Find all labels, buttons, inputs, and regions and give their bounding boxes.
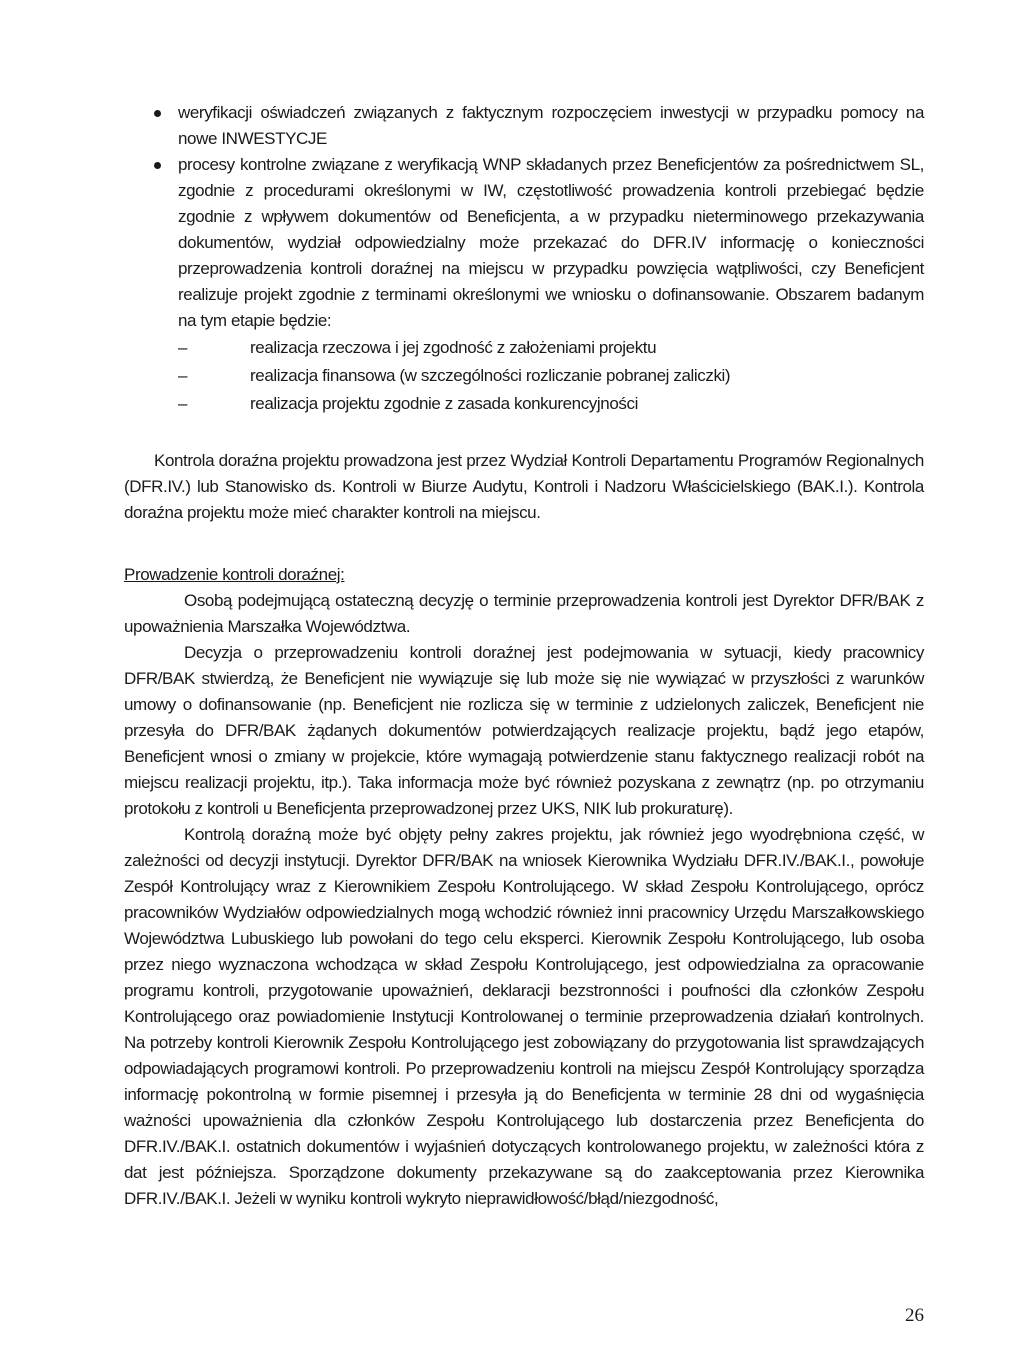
page-number: 26 — [905, 1305, 924, 1326]
paragraph: Osobą podejmującą ostateczną decyzję o terminie przeprowadzenia kontroli jest Dyrektor DFR/BAK z upoważnienia Marszałka Województwa. — [124, 591, 924, 636]
dash-mark: – — [178, 366, 188, 385]
paragraph: Kontrolą doraźną może być objęty pełny zakres projektu, jak również jego wyodrębniona część, w zależności od decyzji instytucji. Dyrektor DFR/BAK na wniosek Kierownika Wydziału DFR.IV./BAK.I., powołuje Zespół Kontrolujący wraz z Kierownikiem Zespołu Kontrolującego. W skład Zespołu Kontrolującego, oprócz pracowników Wydziałów odpowiedzialnych mogą wchodzić również inni pracownicy Urzędu Marszałkowskiego Województwa Lubuskiego lub powołani do tego celu eksperci. Kierownik Zespołu Kontrolującego, lub osoba przez niego wyznaczona wchodząca w skład Zespołu Kontrolującego, jest odpowiedzialna za opracowanie programu kontroli, przygotowanie upoważnień, deklaracji bezstronności i poufności dla członków Zespołu Kontrolującego oraz powiadomienie Instytucji Kontrolowanej o terminie przeprowadzenia działań kontrolnych. Na potrzeby kontroli Kierownik Zespołu Kontrolującego jest zobowiązany do przygotowania list sprawdzających odpowiadających programowi kontroli. Po przeprowadzeniu kontroli na miejscu Zespół Kontrolujący sporządza informację pokontrolną w formie pisemnej i przesyła ją do Beneficjenta w terminie 28 dni od wygaśnięcia ważności upoważnienia dla członków Zespołu Kontrolującego lub dostarczenia przez Beneficjenta do DFR.IV./BAK.I. ostatnich dokumentów i wyjaśnień dotyczących kontrolowanego projektu, w zależności która z dat jest późniejsza. Sporządzone dokumenty przekazywane są do zaakceptowania przez Kierownika DFR.IV./BAK.I. Jeżeli w wyniku kontroli wykryto nieprawidłowość/błąd/niezgodność, — [124, 825, 924, 1208]
dash-mark: – — [178, 338, 188, 357]
paragraph: Decyzja o przeprowadzeniu kontroli doraźnej jest podejmowania w sytuacji, kiedy pracownicy DFR/BAK stwierdzą, że Beneficjent nie wywiązuje się lub może się nie wywiązać w przyszłości z warunków umowy o dofinansowanie (np. Beneficjent nie rozlicza się w terminie z udzielonych zaliczek, Beneficjent nie przesyła do DFR/BAK żądanych dokumentów potwierdzających realizacje projektu, bądź jego etapów, Beneficjent wnosi o zmiany w projekcie, które wymagają potwierdzenie stanu faktycznego realizacji robót na miejscu realizacji projektu, itp.). Taka informacja może być również pozyskana z zewnątrz (np. po otrzymaniu protokołu z kontroli u Beneficjenta przeprowadzonej przez UKS, NIK lub prokuraturę). — [124, 643, 924, 818]
dash-item — [178, 334, 924, 362]
dash-text: realizacja rzeczowa i jej zgodność z założeniami projektu — [250, 338, 657, 357]
bullet-text: procesy kontrolne związane z weryfikacją WNP składanych przez Beneficjentów za pośrednictwem SL, zgodnie z procedurami określonymi w IW, częstotliwość prowadzenia kontroli przebiegać będzie zgodnie z wpływem dokumentów od Beneficjenta, a w przypadku nieterminowego przekazywania dokumentów, wydział odpowiedzialny może przekazać do DFR.IV informację o konieczności przeprowadzenia kontroli doraźnej na miejscu w przypadku powzięcia wątpliwości, czy Beneficjent realizuje projekt zgodnie z terminami określonymi we wniosku o dofinansowanie. Obszarem badanym na tym etapie będzie: — [178, 155, 924, 330]
dash-item — [178, 362, 924, 390]
bullet-item — [154, 100, 924, 152]
dash-mark: – — [178, 394, 188, 413]
document-page — [124, 100, 924, 1212]
dash-text: realizacja finansowa (w szczególności rozliczanie pobranej zaliczki) — [250, 366, 731, 385]
intro-paragraph: Kontrola doraźna projektu prowadzona jest przez Wydział Kontroli Departamentu Programów Regionalnych (DFR.IV.) lub Stanowisko ds. Kontroli w Biurze Audytu, Kontroli i Nadzoru Właścicielskiego (BAK.I.). Kontrola doraźna projektu może mieć charakter kontroli na miejscu. — [124, 451, 924, 522]
bullet-text: weryfikacji oświadczeń związanych z faktycznym rozpoczęciem inwestycji w przypadku pomocy na nowe INWESTYCJE — [178, 103, 924, 148]
dash-item — [178, 390, 924, 418]
spacer — [124, 418, 924, 448]
spacer — [124, 526, 924, 562]
dash-text: realizacja projektu zgodnie z zasada konkurencyjności — [250, 394, 638, 413]
bullet-item — [154, 152, 924, 334]
section-heading: Prowadzenie kontroli doraźnej: — [124, 565, 345, 584]
